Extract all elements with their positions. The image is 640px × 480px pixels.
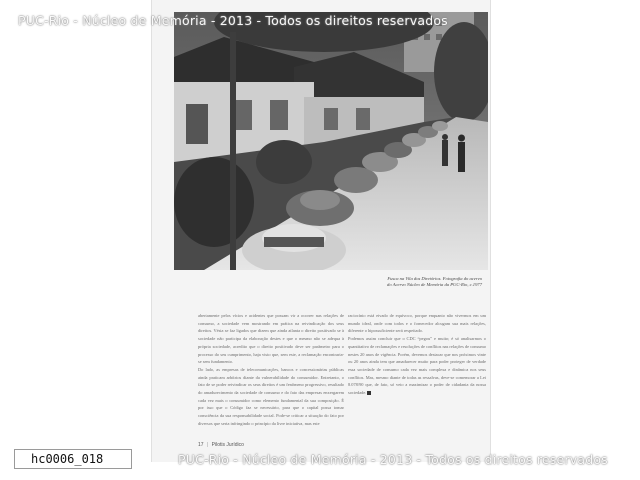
caption-line-2: do Acervo Núcleo de Memória da PUC-Rio, c.1977 <box>387 282 482 287</box>
publication-name: Pilotis Jurídico <box>211 442 244 448</box>
footer-separator: | <box>206 442 209 448</box>
document-id-label: hc0006_018 <box>14 449 132 469</box>
watermark-top: PUC-Rio - Núcleo de Memória - 2013 - Todos os direitos reservados <box>18 13 448 28</box>
text-column-left <box>198 312 344 428</box>
photo-caption <box>350 276 482 288</box>
paragraph: raciocínio está eivado de equívoco, porque enquanto não vivermos em um mundo ideal, onde com todos e o fornecedor alcugam sua mais relações, diferente o hipossuficiente será respeitado. <box>348 313 486 334</box>
paragraph: Do lado, as empresas de telecomunicações, bancos e concessionárias públicas ainda praticam arbítrios diante da vulnerabilidade do consumidor. Entretanto, o fato de se poder reivindicar os seus direitos é um fenômeno progressivo, resultado do amadurecimento da sociedade de consumo e do fato das empresas enxergarem cada vez mais o consumidor como elemento fundamental da sua composição. É por isso que o Código faz se necessário, para que o capital possa tomar consciência da sua responsabilidade social. Pode-se criticar a situação do fato por diversos que seria infringindo o princípio da livre iniciativa, mas este <box>198 366 344 426</box>
paragraph-final <box>348 335 486 397</box>
caption-line-1: Fusca na Vila dos Diretórios. Fotografia do acervo <box>387 276 482 281</box>
street-photo <box>174 12 488 270</box>
watermark-bottom: PUC-Rio - Núcleo de Memória - 2013 - Todos os direitos reservados <box>178 452 608 467</box>
paragraph: abertamente pelos vícios e acidentes que possam vir a ocorrer nas relações de consumo, a sociedade vem mostrando em prática na reivindicação dos seus direitos. Vésia se faz ligados que dizem que ainda atlanta o direito positivado se à sociedade não participa da elaboração destes e que o mesmo não se adequa à própria sociedade, acredito que o direito positivado deve ser parâmetro para o processo do seu cumprimento, haja visto que, sem este, a reclamação encontraria-se sem fundamento. <box>198 313 344 365</box>
page-number: 17 <box>198 442 204 448</box>
text-column-right <box>348 312 486 397</box>
page-footer <box>198 442 244 448</box>
end-mark-icon <box>367 391 371 395</box>
paragraph: Podemos assim concluir que o CDC “pegou” e muito; é só analisarmos o quantitativo de reclamações e resoluções de conflitos nas relações de consumo nestes 20 anos de vigência. Porém, devemos destacar que nos próximos vinte ou 20 anos ainda tem que amadurecer muito para poder proteger de verdade essa sociedade de consumo cada vez mais complexa e dinâmica nos seus conflitos. Mas, mesmo diante de todas as ressalvas, deve-se comemorar a Lei 8.078/90 que, de fato, só veio a maximizar o poder de cidadania da nossa sociedade. <box>348 336 487 396</box>
